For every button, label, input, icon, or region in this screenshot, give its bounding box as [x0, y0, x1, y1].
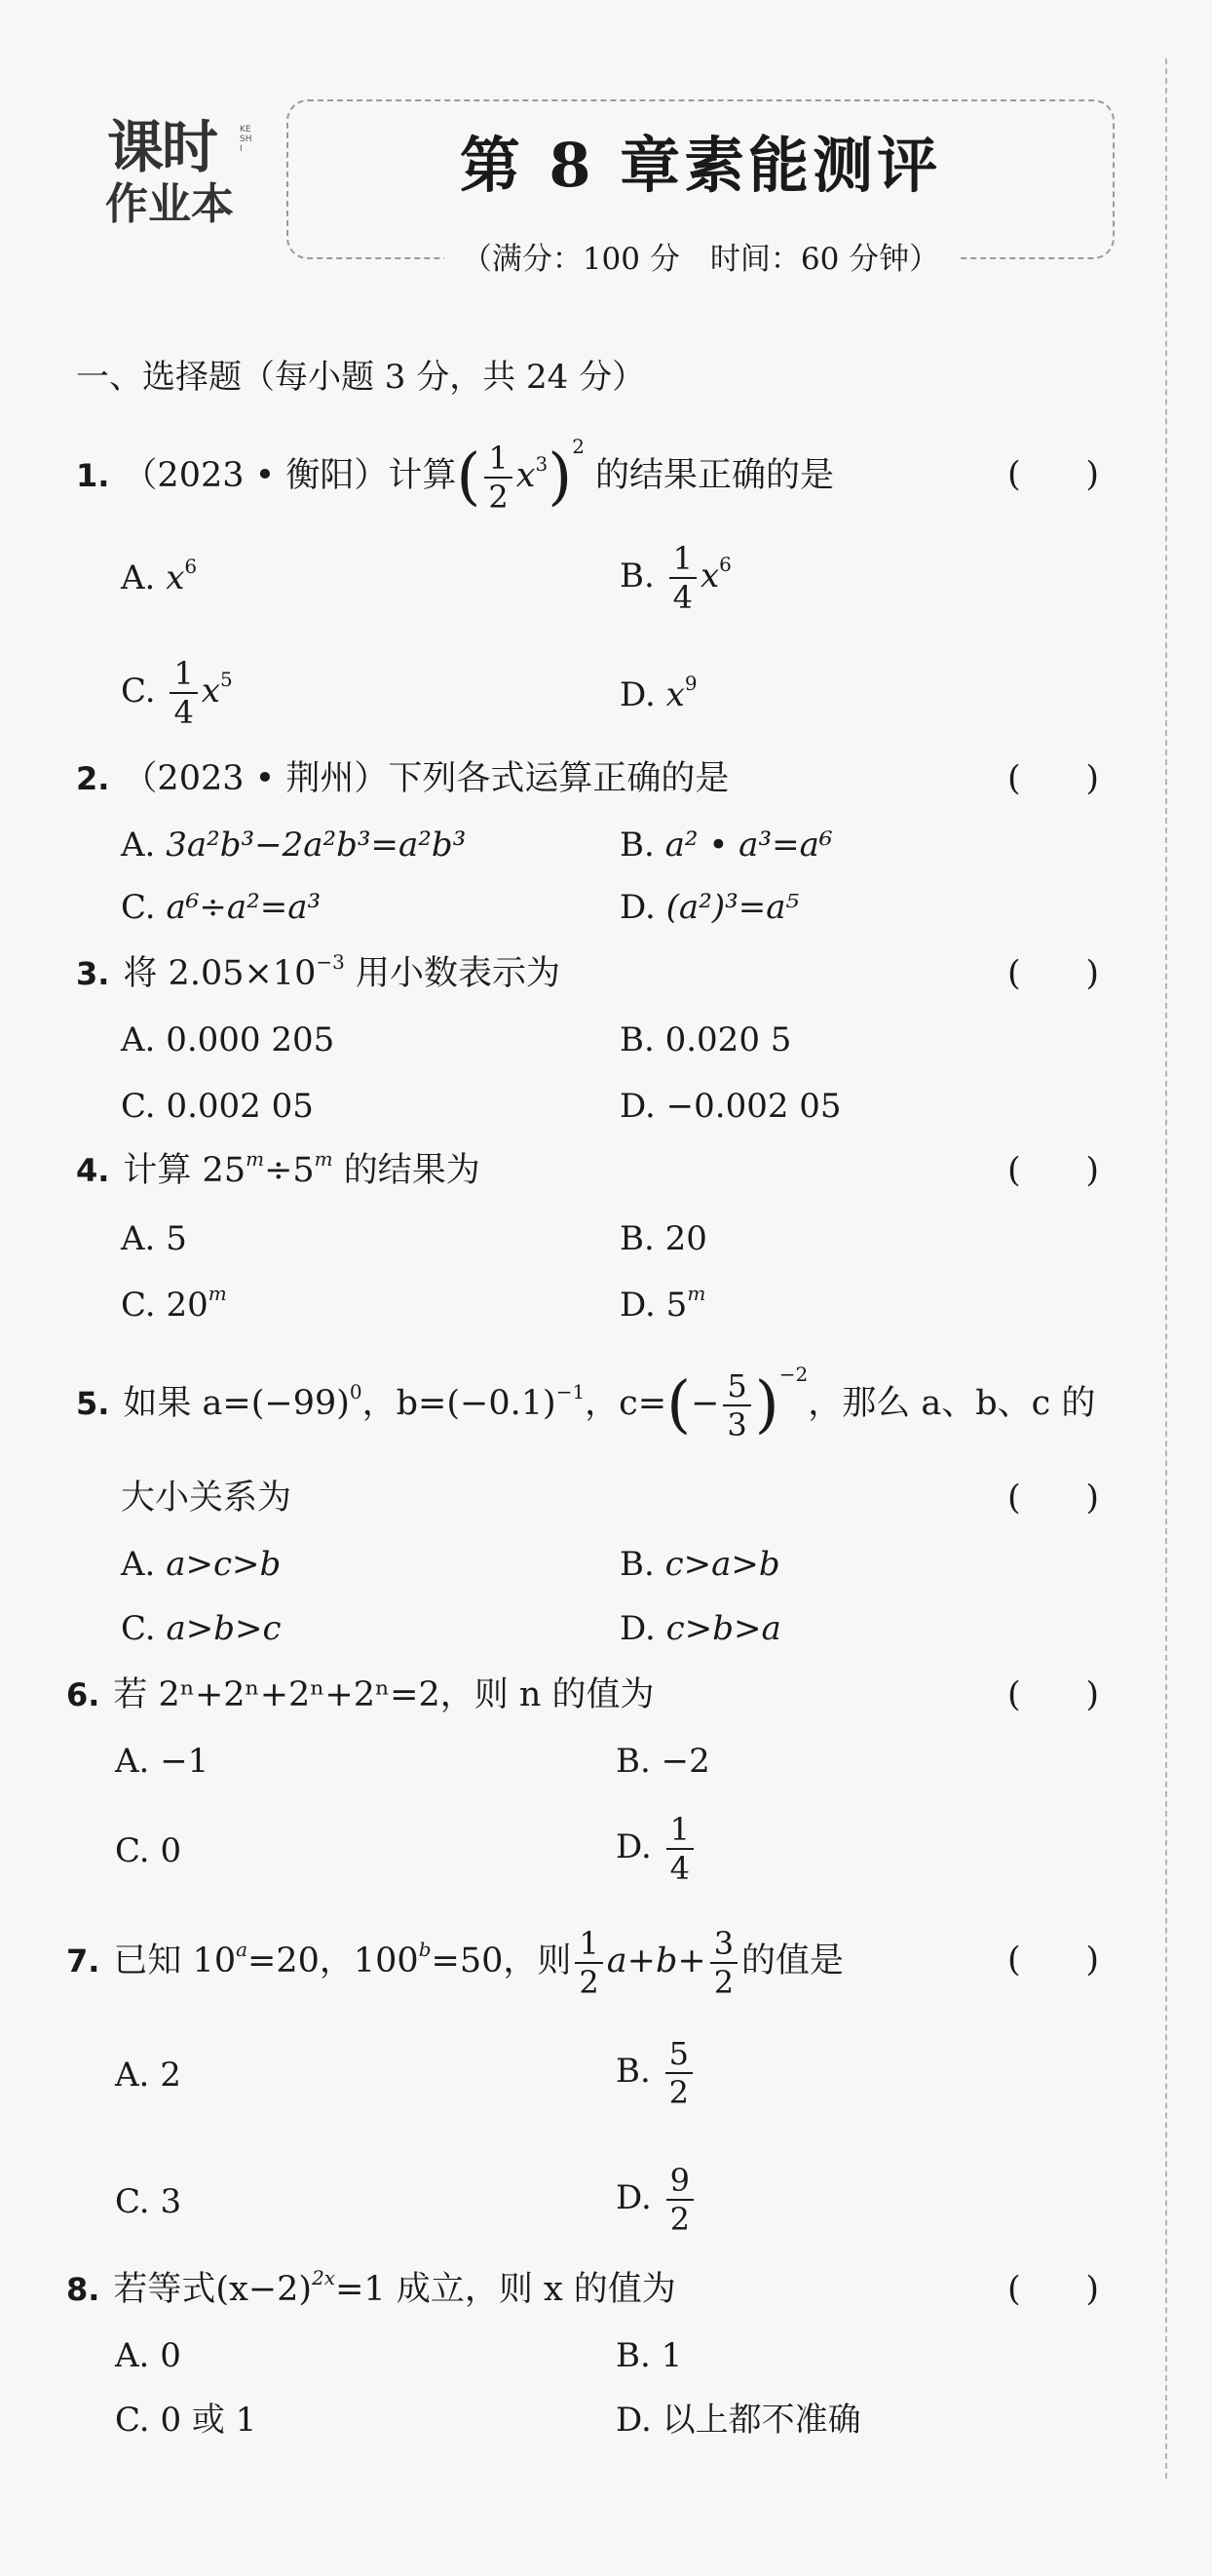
question-number: 8. — [66, 2271, 100, 2308]
fraction: $\frac{1}{2}$ — [484, 440, 511, 516]
binding-dashed-line — [1165, 58, 1167, 2479]
question-number: 3. — [76, 955, 110, 992]
question-8: 8. 若等式$(x-2)^{2x}=1$ 成立，则 x 的值为 — [66, 2266, 676, 2309]
question-number: 6. — [66, 1676, 100, 1713]
option-6d: D. $\frac{1}{4}$ — [616, 1811, 698, 1887]
question-number: 1. — [76, 457, 110, 494]
question-2 — [76, 752, 729, 805]
option-6c: C. 0 — [115, 1831, 182, 1870]
question-source: （2023 • 衡阳） — [123, 456, 389, 495]
answer-blank[interactable]: ( ) — [1007, 1675, 1100, 1714]
option-8c: C. 0 或 1 — [115, 2401, 257, 2440]
question-1: 1. （2023 • 衡阳）计算( $\frac{1}{2}$ $x^3)^2$ 的结果正确的是 — [76, 435, 835, 516]
answer-blank[interactable]: ( ) — [1007, 954, 1100, 993]
question-text: 计算 — [388, 456, 457, 495]
option-1d: D. $x^9$ — [620, 672, 698, 714]
answer-blank[interactable]: ( ) — [1007, 2270, 1100, 2309]
answer-blank[interactable]: ( ) — [1007, 1151, 1100, 1190]
option-8b: B. 1 — [616, 2336, 683, 2375]
option-5d: D. c>b>a — [620, 1609, 781, 1648]
option-3a: A. 0.000 205 — [121, 1020, 335, 1059]
option-7c: C. 3 — [115, 2182, 182, 2221]
question-number: 4. — [76, 1152, 110, 1189]
fraction: $\frac{3}{2}$ — [710, 1925, 738, 2001]
logo-line2: 作业本 — [105, 179, 234, 229]
fraction: $\frac{5}{3}$ — [723, 1367, 750, 1443]
question-text: 的结果正确的是 — [584, 456, 835, 495]
logo-tiny-text: KESHI — [240, 125, 252, 154]
score-time-text: （满分：100 分 时间：60 分钟） — [444, 242, 957, 277]
question-3: 3. 将 $2.05\times 10^{-3}$ 用小数表示为 — [76, 950, 560, 993]
page-title: 第 8 章素能测评 — [459, 130, 942, 201]
section-heading: 一、选择题（每小题 3 分，共 24 分） — [76, 358, 646, 397]
question-text: 下列各式运算正确的是 — [388, 759, 730, 798]
option-7a: A. 2 — [115, 2056, 181, 2095]
option-6b: B. −2 — [616, 1742, 710, 1781]
answer-blank[interactable]: ( ) — [1007, 1941, 1100, 1980]
option-8d: D. 以上都不准确 — [616, 2401, 861, 2440]
question-source: （2023 • 荆州） — [123, 759, 389, 798]
option-4a: A. 5 — [121, 1219, 187, 1258]
question-5-line2: 大小关系为 — [121, 1479, 292, 1518]
option-8a: A. 0 — [115, 2336, 181, 2375]
fraction: $\frac{1}{2}$ — [575, 1925, 602, 2001]
answer-blank[interactable]: ( ) — [1007, 1479, 1100, 1518]
question-4: 4. 计算 $25^m\div 5^m$ 的结果为 — [76, 1147, 480, 1190]
option-7b: B. $\frac{5}{2}$ — [616, 2035, 697, 2111]
option-5b: B. c>a>b — [620, 1545, 780, 1584]
option-3c: C. 0.002 05 — [121, 1087, 314, 1126]
answer-blank[interactable]: ( ) — [1007, 759, 1100, 798]
option-4d: D. 5$^m$ — [620, 1282, 706, 1325]
option-4b: B. 20 — [620, 1219, 707, 1258]
option-3b: B. 0.020 5 — [620, 1020, 792, 1059]
option-7d: D. $\frac{9}{2}$ — [616, 2162, 698, 2238]
question-number: 5. — [76, 1385, 110, 1422]
option-1c: C. $\frac{1}{4}$ $x^5$ — [121, 655, 233, 731]
question-number: 7. — [66, 1942, 100, 1980]
option-2b: B. a² • a³=a⁶ — [620, 826, 833, 865]
option-5c: C. a>b>c — [121, 1609, 282, 1648]
option-1b: B. $\frac{1}{4}$ $x^6$ — [620, 540, 732, 616]
option-4c: C. 20$^m$ — [121, 1282, 227, 1325]
score-time-info — [286, 238, 1115, 281]
option-6a: A. −1 — [115, 1742, 209, 1781]
option-2a: A. 3a²b³−2a²b³=a²b³ — [121, 826, 467, 865]
question-7: 7. 已知 $10^a=20$，$100^b=50$，则 $\frac{1}{2}$ a+b+ $\frac{3}{2}$ 的值是 — [66, 1924, 845, 2001]
logo-line1: 课时 — [107, 114, 217, 180]
option-1a: A. $x^6$ — [121, 555, 198, 597]
option-2d: D. (a²)³=a⁵ — [620, 888, 800, 927]
answer-blank[interactable]: ( ) — [1007, 455, 1100, 494]
option-2c: C. a⁶÷a²=a³ — [121, 888, 322, 927]
question-5: 5. 如果 $a=(-99)^0$，$b=(-0.1)^{-1}$，c=(− $\frac{5}{3}$ )$^{-2}$，那么 a、b、c 的 — [76, 1363, 1096, 1443]
right-paren: ) — [548, 441, 573, 514]
option-3d: D. −0.002 05 — [620, 1087, 842, 1126]
brand-logo — [105, 115, 263, 242]
option-5a: A. a>c>b — [121, 1545, 282, 1584]
left-paren: ( — [456, 441, 481, 514]
question-number: 2. — [76, 760, 110, 797]
question-6: 6. 若 2ⁿ+2ⁿ+2ⁿ+2ⁿ=2，则 n 的值为 — [66, 1675, 655, 1714]
